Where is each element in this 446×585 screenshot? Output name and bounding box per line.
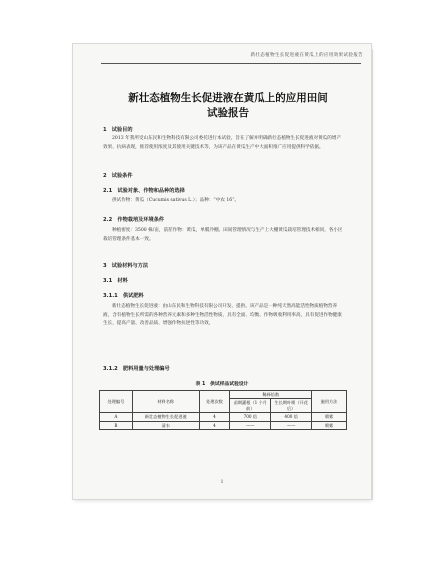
header-code: 处理编号 [100,391,133,413]
table-row [100,421,347,429]
header-method: 施用方法 [312,391,347,413]
header-times: 处理次数 [199,391,230,413]
section-2-1-heading: 2.1 试验对象、作物和品种的选择 [103,188,185,194]
table-header-row [100,391,347,399]
page-number: 1 [220,480,224,485]
section-2-heading: 2 试验条件 [103,173,133,179]
section-3-1-2-heading: 3.1.2 肥料用量与处理编号 [103,366,170,372]
section-2-2-text: 种植密度：3500 株/亩，前茬作物：黄瓜，单膜冷棚。田间管理情况与生产上大棚黄瓜栽培管理技术相同，各小区栽培管理条件基本一致。 [103,228,343,242]
header-material: 材料名称 [132,391,199,413]
header-rule [101,63,361,64]
section-2-1-text: 供试作物：黄瓜（Cucumis sativus L.）；品种：“中农 16”。 [112,198,240,203]
cell-spray: —— [271,421,312,429]
section-1-text: 2013 年我所受山东民和生物科技有限公司委托进行本试验，旨在了解并明确新壮态植物生长促进液对黄瓜的增产效果、抗病表现，推荐使用浓度及其使用关键技术等，为该产品在黄瓜生产中大面积推广应用提供科学依据。 [103,136,342,150]
table-caption: 表 1 供试样品试验设计 [195,382,249,387]
section-3-1-1-text: 新壮态植物生长促进液：由山东民和生物科技有限公司开发、提供。该产品是一种纯天然高能活性物质植物营养液，含有植物生长所需的各种营养元素和多种生物活性物质，具有全面、均衡、作物吸收利用率高，具有促进作物健康生长，提高产量、改善品质、增强作物抗逆性等功效。 [103,304,342,326]
cell-method: 喷雾 [312,421,347,429]
header-dilution: 稀释倍数 [230,391,312,399]
cell-root: —— [230,421,271,429]
section-2-2-heading: 2.2 作物栽培及环境条件 [103,217,165,223]
cell-code: A [100,413,133,421]
cell-times: 4 [199,413,230,421]
running-header: 新壮态植物生长促进液在黄瓜上的应用效果试验报告 [250,53,363,58]
page-edge-shadow [371,50,373,500]
section-3-heading: 3 试验材料与方法 [103,263,149,269]
title-line-1: 新壮态植物生长促进液在黄瓜上的应用田间 [128,92,328,104]
cell-code: B [100,421,133,429]
section-3-1-heading: 3.1 材料 [103,278,128,284]
table-row [100,413,347,421]
header-foliar-spray: 生长期叶喷（开花后） [271,399,312,413]
section-1-heading: 1 试验目的 [103,127,133,133]
document-page [73,44,371,499]
cell-times: 4 [199,421,230,429]
cell-spray: 400 倍 [271,413,312,421]
cell-root: 700 倍 [230,413,271,421]
report-title [103,91,353,121]
title-line-2: 试验报告 [207,107,249,119]
cell-material: 新壮态植物生长促进液 [132,413,199,421]
trial-design-table [99,390,347,430]
section-3-1-1-heading: 3.1.1 供试肥料 [103,293,144,299]
cell-method: 喷雾 [312,413,347,421]
header-root-irrigation: 苗期灌根（1 个月前） [230,399,271,413]
cell-material: 清水 [132,421,199,429]
